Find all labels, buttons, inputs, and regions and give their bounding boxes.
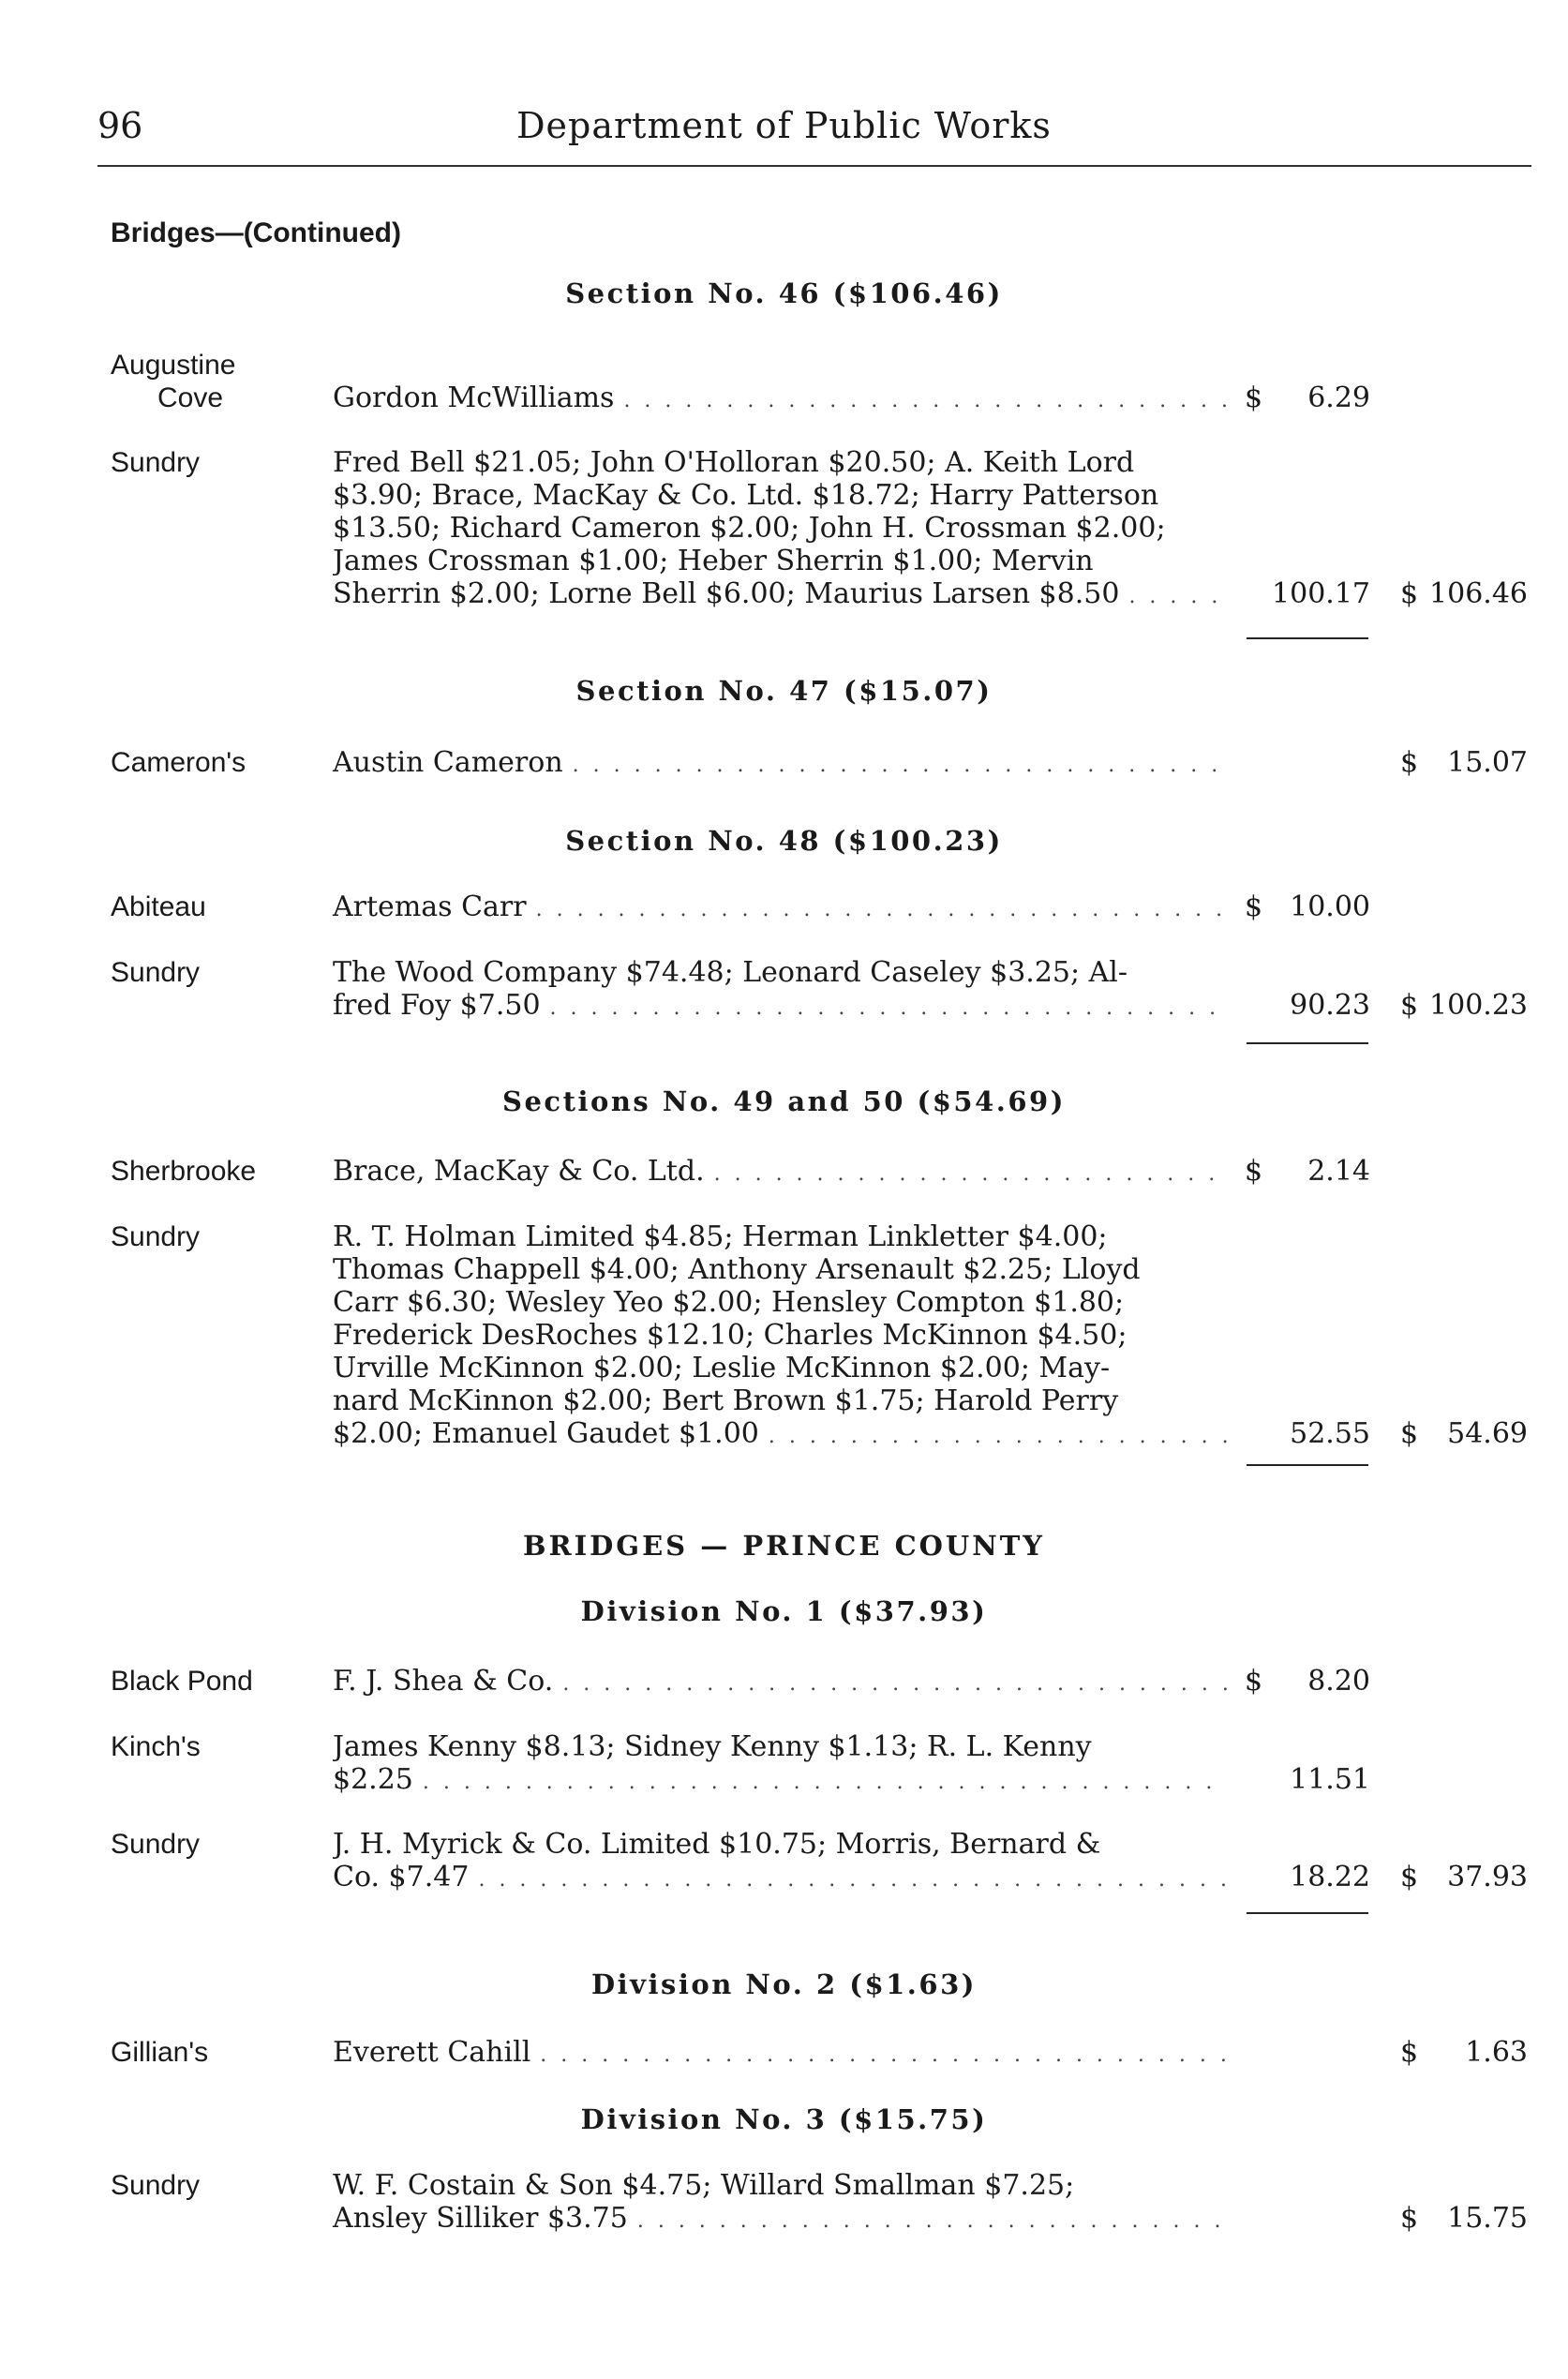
total-rule [1247, 1464, 1368, 1466]
county-heading: BRIDGES — PRINCE COUNTY [522, 1530, 1045, 1562]
running-title: Department of Public Works [516, 105, 1052, 146]
dollar-sign: $ [1400, 2202, 1419, 2235]
total-rule [1247, 1042, 1368, 1044]
dot-leader [478, 1863, 1228, 1896]
place-line: Kinch's [111, 1731, 201, 1762]
section-total: 37.93 [1447, 1861, 1528, 1893]
item-amount: 6.29 [1307, 382, 1370, 414]
description-line: Ansley Silliker $3.75 [333, 2202, 628, 2235]
place-line: Gillian's [111, 2037, 209, 2068]
dollar-sign: $ [1400, 989, 1419, 1022]
dot-leader [573, 749, 1228, 782]
page-number: 96 [97, 105, 143, 146]
section-total: 54.69 [1447, 1417, 1528, 1450]
dollar-sign: $ [1400, 1861, 1419, 1893]
entry-place [111, 349, 317, 414]
dollar-sign: $ [1400, 577, 1419, 610]
dollar-sign: $ [1400, 746, 1419, 779]
section-heading: Division No. 2 ($1.63) [591, 1968, 977, 2000]
item-amount: 10.00 [1290, 890, 1370, 923]
entry-place [111, 1665, 317, 1698]
dollar-sign: $ [1400, 1417, 1419, 1450]
description-line: The Wood Company $74.48; Leonard Caseley $3.25; Al- [333, 956, 1128, 989]
description-line: Co. $7.47 [333, 1861, 470, 1893]
header-rule [97, 165, 1531, 167]
description-line: Austin Cameron [333, 746, 563, 779]
entry-place [111, 1828, 317, 1861]
description-line: $3.90; Brace, MacKay & Co. Ltd. $18.72; Harry Patterson [333, 479, 1159, 512]
entry-description [333, 746, 1228, 782]
entry-place [111, 1220, 317, 1253]
place-line: Black Pond [111, 1666, 253, 1697]
place-line: Sundry [111, 2170, 201, 2201]
description-line: Brace, MacKay & Co. Ltd. [333, 1155, 705, 1188]
entry-description [333, 446, 1228, 613]
description-line: Gordon McWilliams [333, 382, 615, 414]
dot-leader [536, 893, 1228, 926]
entry-place [111, 1730, 317, 1763]
description-line: $13.50; Richard Cameron $2.00; John H. Crossman $2.00; [333, 512, 1166, 545]
description-line: Carr $6.30; Wesley Yeo $2.00; Hensley Compton $1.80; [333, 1286, 1125, 1319]
entry-place [111, 956, 317, 989]
entry-description [333, 890, 1228, 926]
dot-leader [623, 384, 1228, 417]
description-line: Frederick DesRoches $12.10; Charles McKinnon $4.50; [333, 1319, 1127, 1352]
entry-description [333, 2169, 1228, 2237]
dot-leader [769, 1420, 1228, 1453]
item-amount: 100.17 [1272, 577, 1370, 610]
dot-leader [550, 992, 1228, 1025]
section-heading: Section No. 46 ($106.46) [565, 277, 1003, 309]
entry-place [111, 2036, 317, 2069]
entry-description [333, 382, 1228, 417]
entry-place [111, 1155, 317, 1188]
entry-place [111, 446, 317, 479]
description-line: Thomas Chappell $4.00; Anthony Arsenault $2.25; Lloyd [333, 1253, 1141, 1286]
description-line: Sherrin $2.00; Lorne Bell $6.00; Maurius Larsen $8.50 [333, 577, 1120, 610]
entry-place [111, 746, 317, 779]
description-line: fred Foy $7.50 [333, 989, 541, 1022]
dollar-sign: $ [1245, 382, 1263, 414]
entry-place [111, 2169, 317, 2202]
section-heading: Sections No. 49 and 50 ($54.69) [502, 1085, 1066, 1117]
item-amount: 11.51 [1290, 1763, 1370, 1796]
section-heading: Division No. 1 ($37.93) [580, 1595, 988, 1627]
entry-description [333, 2036, 1228, 2072]
section-total: 1.63 [1465, 2036, 1528, 2069]
place-line: Sundry [111, 957, 201, 988]
description-line: James Kenny $8.13; Sidney Kenny $1.13; R. L. Kenny [333, 1730, 1092, 1763]
dot-leader [637, 2205, 1228, 2237]
entry-description [333, 1665, 1228, 1700]
item-amount: 52.55 [1290, 1417, 1370, 1450]
dot-leader [562, 1668, 1228, 1700]
dollar-sign: $ [1245, 1155, 1263, 1188]
dot-leader [1128, 580, 1228, 613]
section-total: 100.23 [1429, 989, 1528, 1022]
place-line: Sundry [111, 1221, 201, 1252]
entry-description [333, 1828, 1228, 1896]
description-line: $2.00; Emanuel Gaudet $1.00 [333, 1417, 759, 1450]
dollar-sign: $ [1400, 2036, 1419, 2069]
item-amount: 18.22 [1290, 1861, 1370, 1893]
place-line: Cameron's [111, 747, 246, 778]
entry-description [333, 1155, 1228, 1190]
page-header [0, 105, 1568, 161]
place-line: Sundry [111, 1829, 201, 1860]
dot-leader [423, 1766, 1228, 1799]
place-line: Cove [157, 382, 224, 413]
dollar-sign: $ [1245, 890, 1263, 923]
description-line: J. H. Myrick & Co. Limited $10.75; Morris, Bernard & [333, 1828, 1101, 1861]
description-line: nard McKinnon $2.00; Bert Brown $1.75; Harold Perry [333, 1384, 1119, 1417]
place-line: Sundry [111, 447, 201, 478]
entry-description [333, 956, 1228, 1025]
total-rule [1247, 637, 1368, 639]
continued-heading: Bridges—(Continued) [111, 217, 401, 248]
description-line: Everett Cahill [333, 2036, 531, 2069]
place-line: Augustine [111, 350, 236, 381]
entry-description [333, 1730, 1228, 1799]
dollar-sign: $ [1245, 1665, 1263, 1698]
item-amount: 8.20 [1307, 1665, 1370, 1698]
description-line: Fred Bell $21.05; John O'Holloran $20.50; A. Keith Lord [333, 446, 1135, 479]
dot-leader [714, 1158, 1228, 1190]
description-line: $2.25 [333, 1763, 413, 1796]
description-line: Artemas Carr [333, 890, 527, 923]
entry-description [333, 1220, 1228, 1453]
description-line: R. T. Holman Limited $4.85; Herman Linkletter $4.00; [333, 1220, 1108, 1253]
section-total: 106.46 [1429, 577, 1528, 610]
entry-place [111, 890, 317, 923]
section-total: 15.07 [1447, 746, 1528, 779]
dot-leader [540, 2039, 1228, 2072]
total-rule [1247, 1912, 1368, 1914]
section-total: 15.75 [1447, 2202, 1528, 2235]
section-heading: Section No. 48 ($100.23) [565, 825, 1003, 857]
section-heading: Section No. 47 ($15.07) [575, 675, 993, 707]
item-amount: 90.23 [1290, 989, 1370, 1022]
section-heading: Division No. 3 ($15.75) [580, 2103, 988, 2135]
description-line: F. J. Shea & Co. [333, 1665, 554, 1698]
place-line: Sherbrooke [111, 1156, 257, 1187]
description-line: James Crossman $1.00; Heber Sherrin $1.00; Mervin [333, 545, 1094, 577]
place-line: Abiteau [111, 891, 206, 922]
item-amount: 2.14 [1307, 1155, 1370, 1188]
description-line: Urville McKinnon $2.00; Leslie McKinnon $2.00; May- [333, 1352, 1111, 1384]
description-line: W. F. Costain & Son $4.75; Willard Smallman $7.25; [333, 2169, 1075, 2202]
